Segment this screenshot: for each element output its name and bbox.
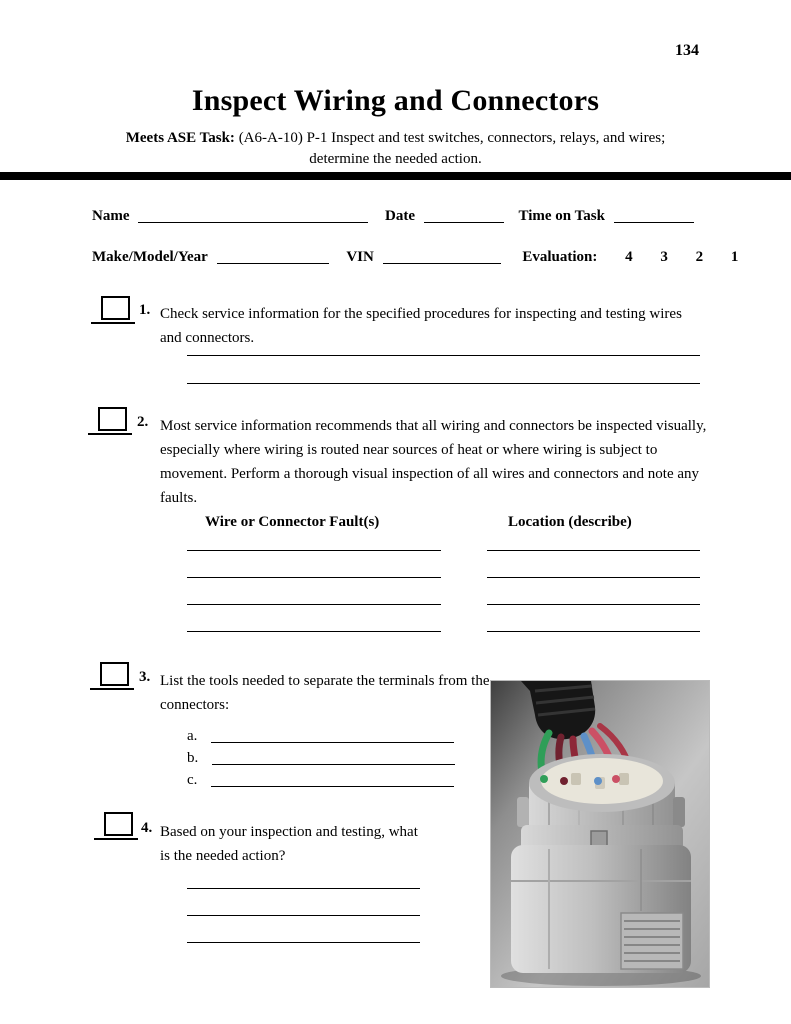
location-line-1[interactable] — [487, 550, 700, 551]
task4-answer-line-1[interactable] — [187, 888, 420, 889]
task4-number: 4. — [141, 820, 153, 836]
evaluation-label: Evaluation: — [522, 249, 598, 265]
task4-checkbox[interactable] — [104, 812, 133, 836]
tool-row-a — [187, 727, 454, 745]
tool-row-b — [187, 749, 455, 767]
fault-line-2[interactable] — [187, 577, 441, 578]
evaluation-score-1[interactable]: 1 — [730, 249, 739, 265]
location-line-3[interactable] — [487, 604, 700, 605]
task2-number: 2. — [137, 414, 149, 430]
task1-answer-line-2[interactable] — [187, 383, 700, 384]
make-model-year-field[interactable] — [217, 248, 329, 264]
make-model-year-label: Make/Model/Year — [92, 249, 208, 265]
evaluation-score-2[interactable]: 2 — [695, 249, 704, 265]
task4-text: Based on your inspection and testing, what is the needed action? — [160, 824, 418, 864]
info-row-2 — [92, 248, 738, 266]
name-field[interactable] — [138, 207, 368, 223]
location-line-4[interactable] — [487, 631, 700, 632]
date-field[interactable] — [424, 207, 504, 223]
tool-c-label: c. — [187, 772, 198, 788]
evaluation-score-4[interactable]: 4 — [625, 249, 633, 265]
location-line-2[interactable] — [487, 577, 700, 578]
location-column-header: Location (describe) — [508, 514, 632, 530]
tool-c-field[interactable] — [211, 771, 454, 787]
tool-a-label: a. — [187, 728, 198, 744]
connector-photo-graphic — [491, 681, 709, 987]
task1-number: 1. — [139, 302, 151, 318]
ase-task-line-2: determine the needed action. — [309, 151, 482, 167]
name-label: Name — [92, 208, 130, 224]
info-row-1 — [92, 207, 694, 225]
time-on-task-label: Time on Task — [518, 208, 605, 224]
task1-checkbox[interactable] — [101, 296, 130, 320]
header-divider — [0, 172, 791, 180]
time-on-task-field[interactable] — [614, 207, 694, 223]
page-number: 134 — [675, 42, 699, 59]
fault-line-1[interactable] — [187, 550, 441, 551]
evaluation-score-3[interactable]: 3 — [660, 249, 668, 265]
task3-text: List the tools needed to separate the terminals from the connectors: — [160, 673, 490, 713]
vin-label: VIN — [346, 249, 374, 265]
task1-text: Check service information for the specified procedures for inspecting and testing wires and connectors. — [160, 306, 682, 346]
tool-a-field[interactable] — [211, 727, 454, 743]
wiring-connector-photo — [490, 680, 710, 988]
tool-b-label: b. — [187, 750, 199, 766]
fault-column-header: Wire or Connector Fault(s) — [205, 514, 380, 530]
ase-task-label: Meets ASE Task: — [125, 130, 235, 146]
fault-line-3[interactable] — [187, 604, 441, 605]
tool-b-field[interactable] — [212, 749, 455, 765]
task2-text: Most service information recommends that all wiring and connectors be inspected visually, especially where wiring is routed near sources of heat or where wiring is subject to movement. Perform a thorough visual inspection of all wires and connectors and note any faults. — [160, 418, 707, 506]
ase-task-text: (A6-A-10) P-1 Inspect and test switches, connectors, relays, and wires; — [238, 130, 666, 146]
task1-answer-line-1[interactable] — [187, 355, 700, 356]
page-title: Inspect Wiring and Connectors — [191, 84, 600, 117]
task3-number: 3. — [139, 669, 151, 685]
task2-checkbox[interactable] — [98, 407, 127, 431]
task3-checkbox[interactable] — [100, 662, 129, 686]
fault-line-4[interactable] — [187, 631, 441, 632]
task4-answer-line-3[interactable] — [187, 942, 420, 943]
date-label: Date — [385, 208, 415, 224]
vin-field[interactable] — [383, 248, 501, 264]
task4-answer-line-2[interactable] — [187, 915, 420, 916]
ase-task-line-1 — [0, 130, 791, 147]
tool-row-c — [187, 771, 454, 789]
